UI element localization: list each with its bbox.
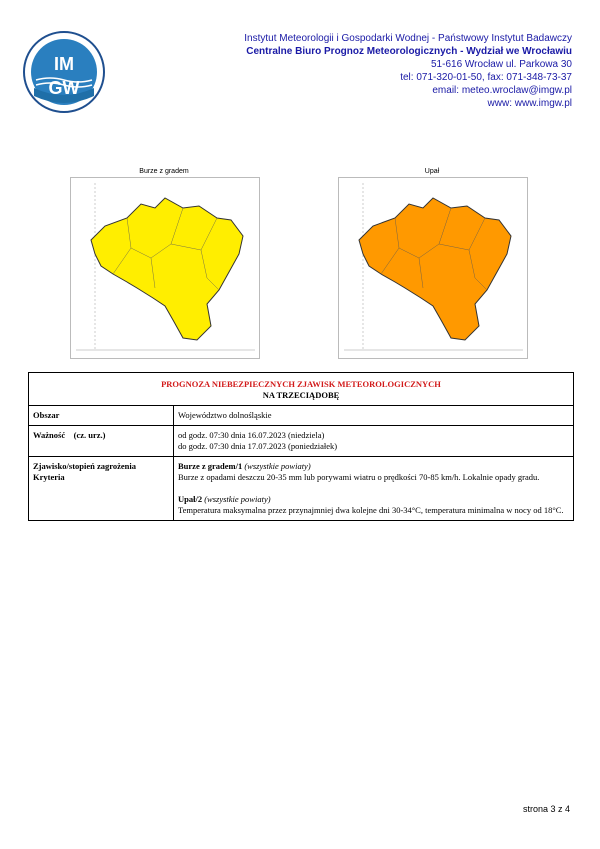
institute-header <box>244 32 572 110</box>
validity-to: do godz. 07:30 dnia 17.07.2023 (poniedziałek) <box>178 441 338 451</box>
imgw-logo <box>22 30 106 114</box>
heat-region-shape <box>359 198 511 340</box>
table-subtitle: NA TRZECIĄDOBĘ <box>262 390 340 400</box>
warning-2-scope: (wszystkie powiaty) <box>204 494 271 504</box>
warning-1-scope: (wszystkie powiaty) <box>244 461 311 471</box>
address: 51-616 Wrocław ul. Parkowa 30 <box>431 59 572 70</box>
website: www: www.imgw.pl <box>487 98 572 109</box>
warning-1-text: Burze z opadami deszczu 20-35 mm lub porywami wiatru o prędkości 70-85 km/h. Lokalnie opady gradu. <box>178 472 540 482</box>
area-value: Województwo dolnośląskie <box>178 410 272 420</box>
logo-text-top: IM <box>54 54 74 74</box>
map-storms-frame <box>70 177 260 359</box>
area-label: Obszar <box>29 406 174 425</box>
validity-unit: (cz. urz.) <box>73 430 106 440</box>
storms-region-shape <box>91 198 243 340</box>
phenomenon-value <box>174 457 573 520</box>
warning-1-heading <box>178 461 569 472</box>
table-caption <box>29 373 573 406</box>
validity-value <box>174 426 573 456</box>
forecast-table <box>28 372 574 521</box>
row-phenomena <box>29 457 573 520</box>
office-name: Centralne Biuro Prognoz Meteorologicznych - Wydział we Wrocławiu <box>246 46 572 57</box>
warning-2-title: Upał/2 <box>178 494 203 504</box>
map-heat-title: Upał <box>424 168 440 175</box>
validity-from: od godz. 07:30 dnia 16.07.2023 (niedziela) <box>178 430 325 440</box>
warning-2-heading <box>178 494 569 505</box>
phenomenon-label-1: Zjawisko/stopień zagrożenia <box>33 461 137 471</box>
map-heat <box>332 168 532 359</box>
validity-label <box>29 426 174 456</box>
email: email: meteo.wroclaw@imgw.pl <box>432 85 572 96</box>
phone-fax: tel: 071-320-01-50, fax: 071-348-73-37 <box>400 72 572 83</box>
row-area <box>29 406 573 426</box>
map-heat-frame <box>338 177 528 359</box>
map-storms <box>64 168 264 359</box>
logo-text-bottom: GW <box>48 78 80 98</box>
phenomenon-label <box>29 457 174 520</box>
validity-label-text: Ważność <box>33 430 66 440</box>
warning-2-text: Temperatura maksymalna przez przynajmniej dwa kolejne dni 30-34°C, temperatura minimalna w nocy od 18°C. <box>178 505 564 515</box>
warning-1-title: Burze z gradem/1 <box>178 461 243 471</box>
institute-name: Instytut Meteorologii i Gospodarki Wodnej - Państwowy Instytut Badawczy <box>244 33 572 44</box>
map-storms-title: Burze z gradem <box>139 168 189 175</box>
page-number: strona 3 z 4 <box>522 804 570 814</box>
table-title: PROGNOZA NIEBEZPIECZNYCH ZJAWISK METEOROLOGICZNYCH <box>161 379 441 389</box>
phenomenon-label-2: Kryteria <box>33 472 65 482</box>
row-validity <box>29 426 573 457</box>
